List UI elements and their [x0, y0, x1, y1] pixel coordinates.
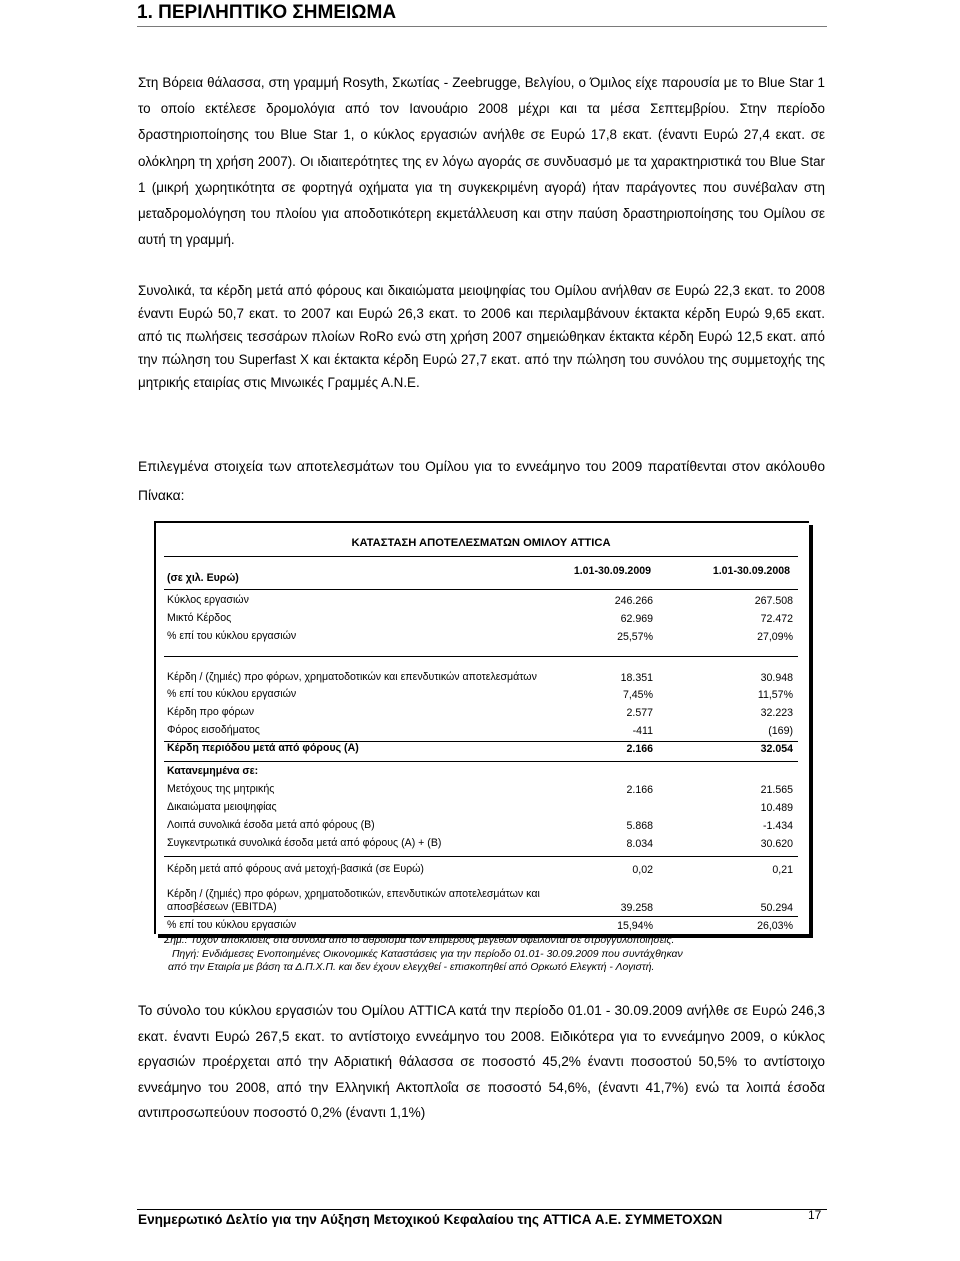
table-row: [167, 668, 793, 684]
paragraph-north-sea: Στη Βόρεια θάλασσα, στη γραμμή Rosyth, Σκωτίας - Zeebrugge, Βελγίου, ο Όμιλος είχε παρουσία με το Blue Star 1 το οποίο εκτέλεσε δρομολόγια από τον Ιανουάριο 2008 μέχρι και τα μέσα Σεπτεμβρίου. Στην περίοδο δραστηριοποίησης του Blue Star 1, ο κύκλος εργασιών ανήλθε σε Ευρώ 17,8 εκατ. (έναντι Ευρώ 27,4 εκατ. σε ολόκληρη τη χρήση 2007). Οι ιδιαιτερότητες της εν λόγω αγοράς σε συνδυασμό με τα χαρακτηριστικά του Blue Star 1 (μικρή χωρητικότητα σε φορτηγά οχήματα για τη συγκεκριμένη αγορά) ήταν παράγοντες που συνέβαλαν στη μεταδρομολόγηση του πλοίου για αποδοτικότερη εκμετάλλευση και στην παύση δραστηριοποίησης του Ομίλου σε αυτή τη γραμμή.: [138, 75, 825, 248]
row-label: % επί του κύκλου εργασιών: [167, 630, 297, 642]
table-section-rule: [164, 856, 798, 857]
row-label: Μικτό Κέρδος: [167, 612, 232, 624]
value-2009: -411: [632, 725, 653, 737]
table-col-2008: 1.01-30.09.2008: [712, 565, 790, 577]
value-2009: 7,45%: [622, 689, 653, 701]
value-2009: 62.969: [620, 613, 653, 625]
table-header-bottom-rule: [164, 589, 798, 590]
table-row: [167, 834, 793, 850]
value-2009: 8.034: [626, 838, 653, 850]
table-row: [167, 816, 793, 832]
row-label: Φόρος εισοδήματος: [167, 724, 260, 736]
table-row: [167, 609, 793, 625]
value-2009: 2.166: [626, 743, 653, 755]
table-notes: [164, 934, 804, 975]
value-2009: 15,94%: [617, 920, 653, 932]
row-label: Συγκεντρωτικά συνολικά έσοδα μετά από φόρους (Α) + (Β): [167, 837, 442, 849]
value-2008: 0,21: [772, 864, 793, 876]
row-label: Κέρδη μετά από φόρους ανά μετοχή-βασικά (σε Ευρώ): [167, 863, 424, 875]
value-2009: 25,57%: [617, 631, 653, 643]
value-2008: 26,03%: [757, 920, 793, 932]
table-col-2009: 1.01-30.09.2009: [573, 565, 651, 577]
value-2008: 11,57%: [757, 689, 793, 701]
table-section-rule: [164, 656, 798, 657]
value-2008: 30.620: [760, 838, 793, 850]
value-2008: -1.434: [762, 820, 793, 832]
value-2009: 39.258: [620, 902, 653, 914]
table-row: [167, 860, 793, 876]
row-label: Κύκλος εργασιών: [167, 594, 249, 606]
table-row: [167, 762, 793, 778]
value-2008: 30.948: [760, 672, 793, 684]
row-label: Κέρδη / (ζημιές) προ φόρων, χρηματοδοτικών, επενδυτικών αποτελεσμάτων και αποσβέσεων (EBITDA): [167, 888, 540, 913]
table-row: [167, 916, 793, 932]
footer-rule: [137, 1209, 827, 1210]
page-number: 17: [808, 1208, 822, 1222]
results-table-title: ΚΑΤΑΣΤΑΣΗ ΑΠΟΤΕΛΕΣΜΑΤΩΝ ΟΜΙΛΟΥ ATTICA: [351, 537, 611, 549]
table-note: από την Εταιρία με βάση τα Δ.Π.Χ.Π. και δεν έχουν ελεγχθεί - επισκοπηθεί από Ορκωτό Ελεγκτή - Λογιστή.: [168, 962, 655, 973]
table-note: Πηγή: Ενδιάμεσες Ενοποιημένες Οικονομικές Καταστάσεις για την περίοδο 01.01- 30.09.2009 που συντάχθηκαν: [172, 948, 683, 960]
paragraph-table-intro: Επιλεγμένα στοιχεία των αποτελεσμάτων του Ομίλου για το εννεάμηνο του 2009 παρατίθενται στον ακόλουθο Πίνακα:: [138, 459, 825, 503]
row-label: Κέρδη / (ζημιές) προ φόρων, χρηματοδοτικών και επενδυτικών αποτελεσμάτων: [167, 671, 537, 683]
ebitda-rule: [164, 916, 798, 917]
paragraph-profits: Συνολικά, τα κέρδη μετά από φόρους και δικαιώματα μειοψηφίας του Ομίλου ανήλθαν σε Ευρώ 22,3 εκατ. το 2008 έναντι Ευρώ 50,7 εκατ. το 2007 και Ευρώ 26,3 εκατ. το 2006 και περιλαμβάνουν έκτακτα κέρδη Ευρώ 9,65 εκατ. από τις πωλήσεις τεσσάρων πλοίων RoRo ενώ στη χρήση 2007 σημειώθηκαν έκτακτα κέρδη Ευρώ 12,5 εκατ. από την πώληση του Superfast X και έκτακτα κέρδη Ευρώ 27,7 εκατ. από την πώληση του συνόλου της συμμετοχής της μητρικής εταιρίας στις Μινωικές Γραμμές Α.Ν.Ε.: [138, 283, 825, 390]
table-row: [167, 780, 793, 796]
value-2009: 246.266: [614, 595, 653, 607]
row-label: Μετόχους της μητρικής: [167, 783, 275, 795]
value-2008: 50.294: [760, 902, 793, 914]
value-2008: 10.489: [760, 802, 793, 814]
value-2008: 21.565: [760, 784, 793, 796]
value-2008: 32.054: [760, 743, 793, 755]
table-row: [167, 685, 793, 701]
value-2009: 18.351: [620, 672, 653, 684]
table-row: [167, 888, 793, 914]
table-header-rule: [164, 556, 798, 557]
table-row: [167, 798, 793, 814]
value-2009: 5.868: [626, 820, 653, 832]
value-2009: 2.166: [626, 784, 653, 796]
row-label: Κατανεμημένα σε:: [167, 765, 259, 777]
page-heading: 1. ΠΕΡΙΛΗΠΤΙΚΟ ΣΗΜΕΙΩΜΑ: [137, 0, 827, 27]
total-row-rule: [164, 741, 798, 742]
table-note: Σημ.: Τυχόν αποκλίσεις στα σύνολα από το άθροισμα των επιμέρους μεγεθών οφείλονται σε στρογγυλοποιήσεις.: [164, 935, 675, 946]
value-2008: 267.508: [754, 595, 793, 607]
table-row: [167, 721, 793, 737]
value-2009: 0,02: [632, 864, 653, 876]
value-2009: 2.577: [626, 707, 653, 719]
row-label: Λοιπά συνολικά έσοδα μετά από φόρους (Β): [167, 819, 375, 831]
value-2008: 32.223: [760, 707, 793, 719]
value-2008: (169): [768, 725, 793, 737]
row-label: Κέρδη περιόδου μετά από φόρους (Α): [167, 742, 359, 754]
table-row: [167, 627, 793, 643]
row-label: Κέρδη προ φόρων: [167, 706, 255, 718]
value-2008: 72.472: [760, 613, 793, 625]
paragraph-turnover: Το σύνολο του κύκλου εργασιών του Ομίλου ATTICA κατά την περίοδο 01.01 - 30.09.2009 ανήλθε σε Ευρώ 246,3 εκατ. έναντι Ευρώ 267,5 εκατ. το αντίστοιχο εννεάμηνο του 2008. Ειδικότερα για το εννεάμηνο 2009, ο κύκλος εργασιών προέρχεται από την Αδριατική θάλασσα σε ποσοστό 45,2% έναντι ποσοστού 50,5% το αντίστοιχο εννεάμηνο του 2008, από την Ελληνική Ακτοπλοΐα σε ποσοστό 54,6%, (έναντι 41,7%) ενώ τα λοιπά έσοδα αντιπροσωπεύουν ποσοστό 0,2% (έναντι 1,1%): [138, 1003, 825, 1120]
row-label: % επί του κύκλου εργασιών: [167, 919, 297, 931]
row-label: % επί του κύκλου εργασιών: [167, 688, 297, 700]
value-2008: 27,09%: [757, 631, 793, 643]
footer-text: Ενημερωτικό Δελτίο για την Αύξηση Μετοχικού Κεφαλαίου της ATTICA Α.Ε. ΣΥΜΜΕΤΟΧΩΝ: [138, 1212, 723, 1227]
table-row: [167, 703, 793, 719]
table-row: [167, 591, 793, 607]
row-label: Δικαιώματα μειοψηφίας: [167, 801, 277, 813]
table-unit-label: (σε χιλ. Ευρώ): [167, 572, 239, 584]
